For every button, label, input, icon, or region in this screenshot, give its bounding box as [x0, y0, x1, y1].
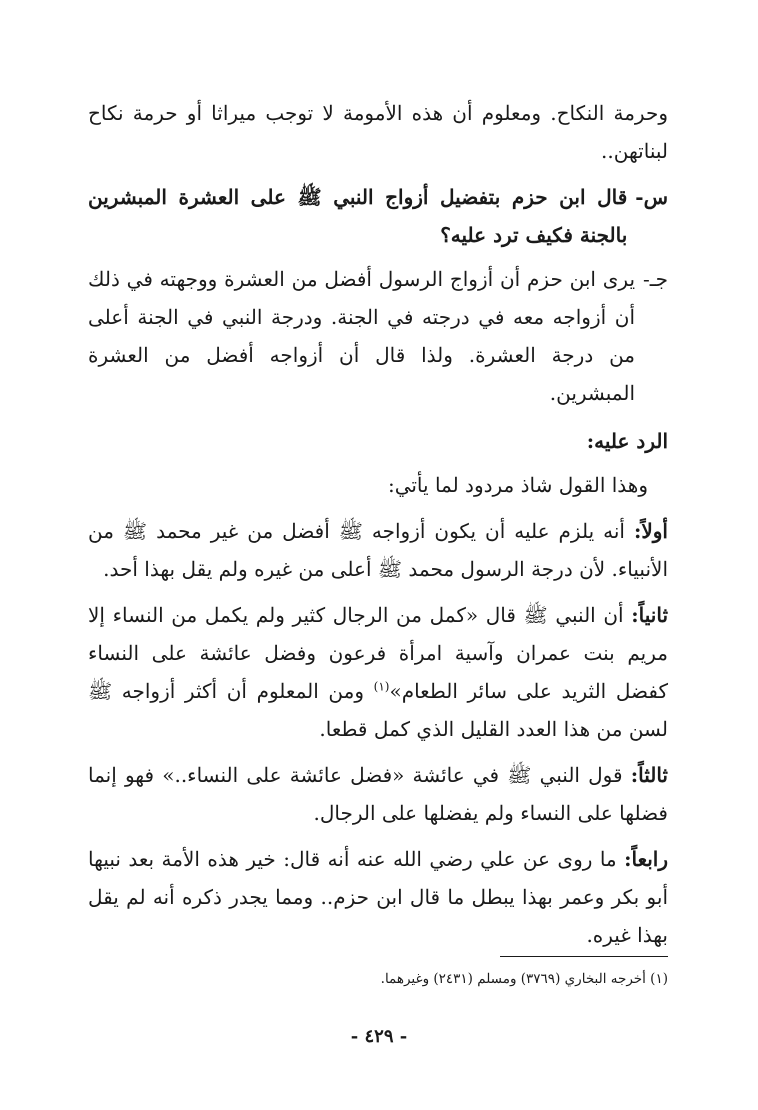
point-fourth-text: ما روى عن علي رضي الله عنه أنه قال: خير هذه الأمة بعد نبيها أبو بكر وعمر بهذا يبطل ما قال ابن حزم.. ومما يجدر ذكره أنه لم يقل بهذا غيره. [88, 847, 668, 947]
footnote-divider [500, 956, 668, 957]
point-first-lead: أولاً: [633, 519, 668, 543]
point-first-text: أنه يلزم عليه أن يكون أزواجه ﷺ أفضل من غير محمد ﷺ من الأنبياء. لأن درجة الرسول محمد ﷺ أعلى من غيره ولم يقل بهذا أحد. [88, 519, 668, 581]
page-number: - ٤٢٩ - [350, 1026, 408, 1047]
point-fourth [88, 840, 668, 954]
question-text: قال ابن حزم بتفضيل أزواج النبي ﷺ على العشرة المبشرين بالجنة فكيف ترد عليه؟ [88, 185, 628, 247]
footnote: (١) أخرجه البخاري (٣٧٦٩) ومسلم (٢٤٣١) وغيرهما. [380, 971, 668, 987]
answer-marker: جـ- [643, 267, 668, 291]
point-second-text-continued: ومن المعلوم أن أكثر أزواجه ﷺ لسن من هذا العدد القليل الذي كمل قطعا. [88, 679, 668, 741]
answer-text: يرى ابن حزم أن أزواج الرسول أفضل من العشرة ووجهته في ذلك أن أزواجه معه في درجته في الجنة. ودرجة النبي في الجنة أعلى من درجة العشرة. ولذا قال أن أزواجه أفضل من العشرة المبشرين. [88, 267, 636, 405]
point-second-text: أن النبي ﷺ قال «كمل من الرجال كثير ولم يكمل من النساء إلا مريم بنت عمران وآسية امرأة فرعون وفضل عائشة على النساء كفضل الثريد على سائر الطعام» [88, 603, 668, 703]
point-third [88, 756, 668, 832]
point-first [88, 512, 668, 588]
question-marker: س- [635, 185, 668, 209]
point-second [88, 596, 668, 748]
point-fourth-lead: رابعاً: [624, 847, 668, 871]
point-third-text: قول النبي ﷺ في عائشة «فضل عائشة على النساء..» فهو إنما فضلها على النساء ولم يفضلها على الرجال. [88, 763, 668, 825]
intro-paragraph: وحرمة النكاح. ومعلوم أن هذه الأمومة لا توجب ميراثا أو حرمة نكاح لبناتهن.. [88, 101, 668, 163]
page-body [88, 94, 668, 962]
question-block [88, 178, 668, 254]
point-third-lead: ثالثاً: [630, 763, 668, 787]
point-second-lead: ثانياً: [631, 603, 669, 627]
footnote-reference: (١) [373, 679, 390, 694]
reply-heading: الرد عليه: [586, 429, 668, 453]
reply-intro: وهذا القول شاذ مردود لما يأتي: [387, 473, 648, 497]
answer-block [88, 260, 668, 412]
